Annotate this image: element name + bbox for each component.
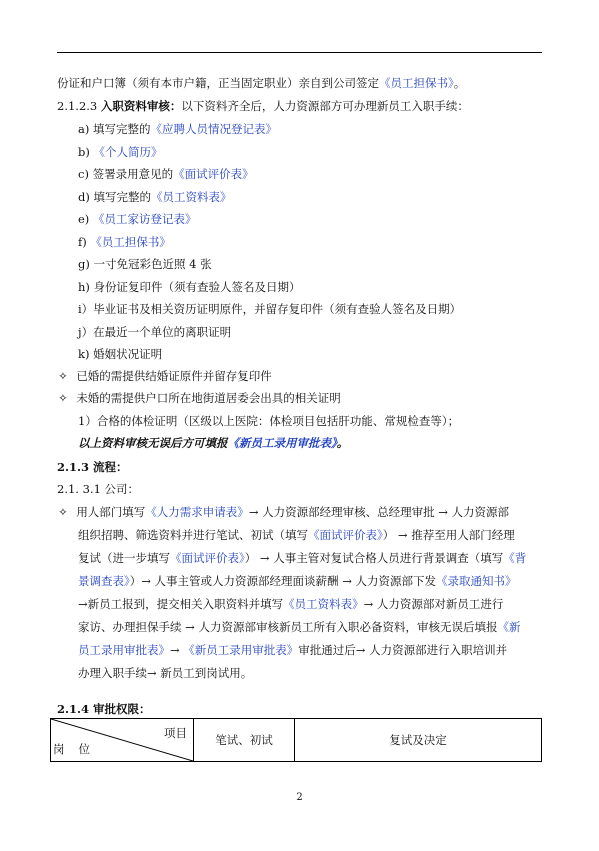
text: 份证和户口簿（须有本市户籍，正当固定职业）亲自到公司签定 — [57, 76, 379, 90]
form-link: 《面试评价表》 — [170, 551, 245, 565]
flow-text: 用人部门填写 — [76, 505, 146, 519]
flow-text: 复试（进一步填写 — [78, 551, 170, 565]
flow-text: ） → 推荐至用人部门经理 — [382, 528, 515, 542]
item-label: f) — [78, 235, 91, 249]
flow-line-4 — [78, 573, 517, 589]
section-number: 2.1.4 — [57, 702, 94, 716]
flow-line-3 — [78, 550, 526, 566]
item-text: 一寸免冠彩色近照 4 张 — [93, 257, 212, 271]
item-label: h) — [78, 280, 94, 294]
form-link: 《面试评价表》 — [308, 528, 383, 542]
item-label: c) — [78, 167, 93, 181]
note-text: 。 — [336, 436, 349, 450]
form-link: 《新员工录用审批表》 — [227, 436, 337, 450]
form-link: 《人力需求申请表》 — [145, 505, 249, 519]
form-link: 《面试评价表》 — [173, 167, 254, 181]
form-link-guarantee: 《员工担保书》 — [379, 76, 454, 90]
form-link: 员工录用审批表》 — [78, 643, 170, 657]
text: 。 — [453, 76, 466, 90]
table-row — [51, 719, 542, 762]
item-label: g) — [78, 257, 94, 271]
flow-text: → 人力资源部经理审核、总经理审批 → 人力资源部 — [248, 505, 510, 519]
column-header: 笔试、初试 — [194, 719, 295, 762]
flow-text: ） → 人事主管对复试合格人员进行背景调查（填写 — [244, 551, 504, 565]
section-2-1-2-3 — [57, 98, 469, 114]
form-link: 《应聘人员情况登记表》 — [150, 122, 277, 136]
section-2-1-4 — [57, 701, 151, 717]
form-link: 《员工担保书》 — [90, 235, 171, 249]
section-text: 以下资料齐全后，人力资源部方可办理新员工入职手续： — [181, 99, 469, 113]
section-2-1-3-1 — [57, 481, 139, 497]
flow-line-6 — [78, 619, 520, 635]
page-number: 2 — [296, 792, 303, 803]
item-label: i） — [78, 302, 94, 316]
diamond-bullet-icon: ✧ — [58, 505, 68, 519]
sub-requirement — [78, 413, 459, 429]
list-item — [78, 166, 254, 182]
item-label: e) — [78, 212, 93, 226]
flow-text: → — [170, 643, 184, 657]
form-link: 《背 — [503, 551, 527, 565]
flow-text: → 人力资源部对新员工进行 — [363, 597, 504, 611]
bullet-text: 已婚的需提供结婚证原件并留存复印件 — [76, 369, 272, 383]
section-title: 流程： — [93, 460, 128, 474]
list-item — [78, 279, 301, 295]
form-link: 《个人简历》 — [93, 145, 163, 159]
sub-text: 1）合格的体检证明（区级以上医院：体检项目包括肝功能、常规检查等）； — [78, 414, 460, 428]
flow-text: →新员工报到，提交相关入职资料并填写 — [78, 597, 284, 611]
header-rule — [57, 52, 542, 53]
item-label: k) — [78, 347, 94, 361]
section-number: 2.1.3 — [57, 460, 94, 474]
item-text: 填写完整的 — [93, 190, 152, 204]
column-header: 复试及决定 — [295, 719, 542, 762]
diagonal-bottom-label: 岗位 — [53, 742, 104, 756]
bullet-text: 未婚的需提供户口所在地街道居委会出具的相关证明 — [76, 391, 341, 405]
list-item — [78, 234, 171, 250]
form-link: 《员工家访登记表》 — [92, 212, 197, 226]
flow-line-7 — [78, 642, 507, 658]
section-text: 2.1. 3.1 公司： — [57, 482, 140, 496]
form-link: 《新 — [497, 620, 521, 634]
item-label: b) — [78, 145, 94, 159]
list-item — [78, 211, 196, 227]
flow-text: 办理入职手续→ 新员工到岗试用。 — [78, 666, 253, 680]
flow-line-8 — [78, 665, 252, 681]
form-link: 景调查表》 — [78, 574, 130, 588]
bullet-unmarried — [57, 390, 341, 406]
list-item — [78, 189, 232, 205]
diamond-bullet-icon: ✧ — [58, 369, 68, 383]
flow-text: 审批通过后→ 人力资源部进行入职培训并 — [298, 643, 508, 657]
form-link: 《员工资料表》 — [151, 190, 232, 204]
diamond-bullet-icon: ✧ — [58, 391, 68, 405]
item-label: j） — [78, 325, 94, 339]
flow-text: ）→ 人事主管或人力资源部经理面谈薪酬 → 人力资源部下发 — [129, 574, 436, 588]
section-2-1-3 — [57, 459, 128, 475]
bullet-married — [57, 368, 272, 384]
form-link: 《新员工录用审批表》 — [183, 643, 299, 657]
item-label: d) — [78, 190, 94, 204]
list-item — [78, 324, 231, 340]
item-label: a) — [78, 122, 93, 136]
item-text: 签署录用意见的 — [92, 167, 174, 181]
list-item — [78, 144, 163, 160]
flow-line-5 — [78, 596, 503, 612]
list-item — [78, 301, 461, 317]
approval-table — [50, 718, 542, 762]
flow-text: 家访、办理担保手续 → 人力资源部审核新员工所有入职必备资料，审核无误后填报 — [78, 620, 498, 634]
section-title: 入职资料审核： — [100, 99, 182, 113]
flow-line-2 — [78, 527, 515, 543]
item-text: 填写完整的 — [93, 122, 151, 136]
fill-note — [78, 435, 348, 451]
list-item — [78, 256, 212, 272]
item-text: 毕业证书及相关资历证明原件，并留存复印件（须有查验人签名及日期） — [93, 302, 462, 316]
item-text: 身份证复印件（须有查验人签名及日期） — [93, 280, 301, 294]
diagonal-top-label: 项目 — [164, 726, 187, 740]
list-item — [78, 346, 162, 362]
flow-text: 组织招聘、筛选资料并进行笔试、初试（填写 — [78, 528, 308, 542]
section-number: 2.1.2.3 — [57, 99, 101, 113]
form-link: 《录取通知书》 — [436, 574, 517, 588]
diagonal-header-cell — [51, 719, 194, 762]
item-text: 在最近一个单位的离职证明 — [93, 325, 232, 339]
list-item — [78, 121, 277, 137]
paragraph-guarantee — [57, 75, 465, 91]
form-link: 《员工资料表》 — [283, 597, 364, 611]
item-text: 婚姻状况证明 — [93, 347, 163, 361]
flow-line-1 — [57, 504, 509, 520]
section-title: 审批权限： — [93, 702, 151, 716]
note-text: 以上资料审核无误后方可填报 — [78, 436, 228, 450]
